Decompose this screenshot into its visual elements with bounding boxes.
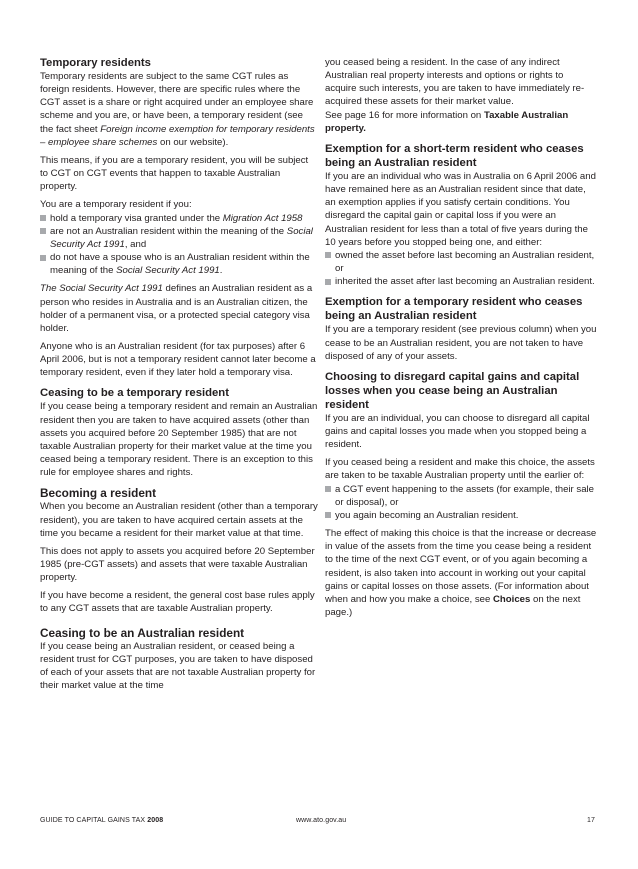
section-heading: Ceasing to be an Australian resident <box>40 625 245 640</box>
paragraph: If you cease being a temporary resident and remain an Australian resident then you are taken to have acquired assets (other than assets you acquired before 20 September 1985) that are not taxable Australian property for their market value at the time you ceased being a temporary resident. There is an exception to this rule for employee shares and rights. <box>40 401 318 479</box>
paragraph: See page 16 for more information on Taxable Australian property. <box>325 109 569 134</box>
section-heading: Exemption for a temporary resident who ceases being an Australian resident <box>325 296 583 323</box>
paragraph: Temporary residents are subject to the same CGT rules as foreign residents. However, there are specific rules where the CGT asset is a share or right acquired under an employee share scheme and you are, or have been, a temporary resident (see the fact sheet Foreign income exemption for temporary residents – employee share schemes on our website). <box>40 71 315 148</box>
paragraph: If you cease being an Australian resident, or ceased being a resident trust for CGT purposes, you are taken to have disposed of each of your assets that are not taxable Australian property for their market value at the time <box>40 640 316 692</box>
paragraph: If you have become a resident, the general cost base rules apply to any CGT assets that are taxable Australian property. <box>40 590 315 615</box>
paragraph: If you ceased being a resident and make this choice, the assets are taken to be taxable Australian property until the earlier of: <box>325 457 595 482</box>
paragraph: You are a temporary resident if you: <box>40 199 192 211</box>
section-heading: Becoming a resident <box>40 486 157 501</box>
list-item: do not have a spouse who is an Australian resident within the meaning of the Social Security Act 1991. <box>40 251 318 277</box>
page-number: 17 <box>587 817 595 824</box>
footer-guide-title: GUIDE TO CAPITAL GAINS TAX 2008 <box>40 817 164 824</box>
list-item: a CGT event happening to the assets (for example, their sale or disposal), or <box>325 483 597 509</box>
paragraph: This means, if you are a temporary resident, you will be subject to CGT on CGT events that happen to taxable Australian property. <box>40 154 309 193</box>
paragraph: The Social Security Act 1991 defines an Australian resident as a person who resides in Australia and is an Australian citizen, the holder of a permanent visa, or a protected special category visa holder. <box>40 283 313 334</box>
section-heading: Temporary residents <box>40 57 151 69</box>
list-item: inherited the asset after last becoming an Australian resident. <box>325 275 597 288</box>
footer-website: www.ato.gov.au <box>296 817 347 824</box>
list-item: are not an Australian resident within the meaning of the Social Security Act 1991, and <box>40 225 318 251</box>
left-column <box>40 56 318 692</box>
list-item: you again becoming an Australian resident. <box>325 509 597 522</box>
section-heading: Exemption for a short-term resident who ceases being an Australian resident <box>325 142 584 169</box>
paragraph: If you are an individual who was in Australia on 6 April 2006 and have remained here as an Australian resident since that date, an exemption applies if you satisfy certain conditions. You disregard the capital gain or capital loss if you were an Australian resident for less than a total of five years during the 10 years before you stopped being one, and either: <box>325 170 596 248</box>
paragraph: When you become an Australian resident (other than a temporary resident), you are taken to have acquired certain assets at the time you became a resident for their market value at that time. <box>40 501 318 539</box>
paragraph: you ceased being a resident. In the case of any indirect Australian real property interests and options or rights to acquire such interests, you are taken to have immediately re-acquired these assets for their market value. <box>325 57 585 108</box>
paragraph: The effect of making this choice is that the increase or decrease in value of the assets from the time you cease being a resident to the time of the next CGT event, or of you again becoming a resident, is also taken into account in working out your capital gains or capital losses on those assets. (For information about when and how you make a choice, see Choices on the next page.) <box>325 528 597 618</box>
paragraph: If you are a temporary resident (see previous column) when you cease to be an Australian resident, you are not taken to have disposed of any of your assets. <box>325 324 597 362</box>
list-item: hold a temporary visa granted under the Migration Act 1958 <box>40 212 318 225</box>
section-heading: Choosing to disregard capital gains and capital losses when you cease being an Australian resident <box>325 370 580 411</box>
list-item: owned the asset before last becoming an Australian resident, or <box>325 249 597 275</box>
section-heading: Ceasing to be a temporary resident <box>40 387 229 400</box>
paragraph: This does not apply to assets you acquired before 20 September 1985 (pre-CGT assets) and assets that were taxable Australian property. <box>40 545 315 584</box>
right-column <box>325 56 597 619</box>
paragraph: If you are an individual, you can choose to disregard all capital gains and capital losses you made when you stopped being a resident. <box>325 412 590 451</box>
paragraph: Anyone who is an Australian resident (for tax purposes) after 6 April 2006, but is not a temporary resident cannot later become a temporary resident, even if they later hold a temporary visa. <box>40 340 316 379</box>
